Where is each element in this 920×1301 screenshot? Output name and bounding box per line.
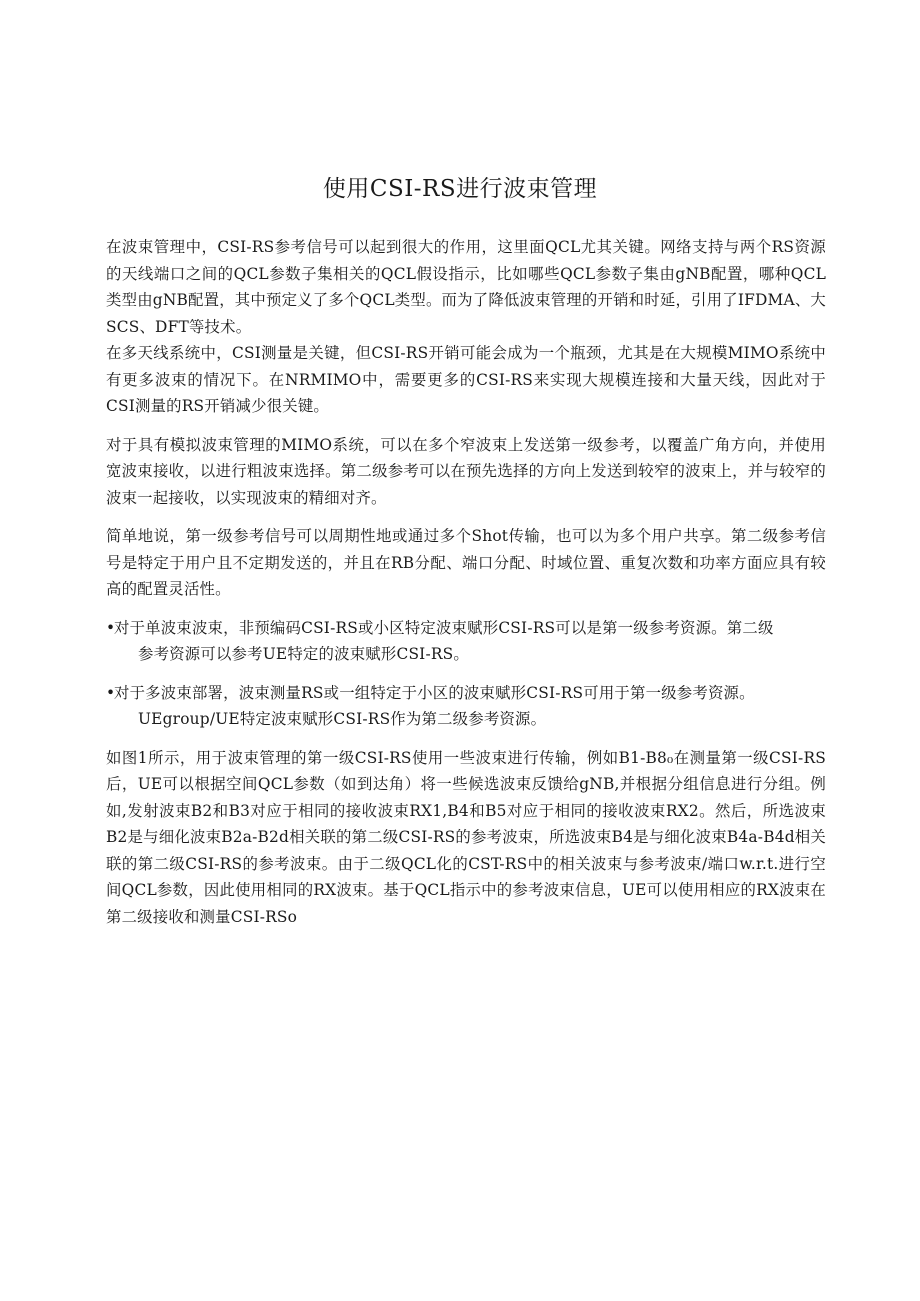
paragraph-qcl-intro: 在波束管理中，CSI-RS参考信号可以起到很大的作用，这里面QCL尤其关键。网络支持与两个RS资源的天线端口之间的QCL参数子集相关的QCL假设指示，比如哪些QCL参数子集由gNB配置，哪种QCL类型由gNB配置，其中预定义了多个QCL类型。而为了降低波束管理的开销和时延，引用了IFDMA、大SCS、DFT等技术。	[106, 238, 826, 336]
document-body	[106, 234, 826, 930]
paragraph-figure-description: 如图1所示，用于波束管理的第一级CSI-RS使用一些波束进行传输，例如B1-B8₀在测量第一级CSI-RS后，UE可以根据空间QCL参数（如到达角）将一些候选波束反馈给gNB,并根据分组信息进行分组。例如,发射波束B2和B3对应于相同的接收波束RX1,B4和B5对应于相同的接收波束RX2。然后，所选波束B2是与细化波束B2a-B2d相关联的第二级CSI-RS的参考波束，所选波束B4是与细化波束B4a-B4d相关联的第二级CSI-RS的参考波束。由于二级QCL化的CST-RS中的相关波束与参考波束/端口w.r.t.进行空间QCL参数，因此使用相同的RX波束。基于QCL指示中的参考波束信息，UE可以使用相应的RX波束在第二级接收和测量CSI-RSo	[106, 748, 826, 926]
paragraph-reference-levels: 简单地说，第一级参考信号可以周期性地或通过多个Shot传输，也可以为多个用户共享。第二级参考信号是特定于用户且不定期发送的，并且在RB分配、端口分配、时域位置、重复次数和功率方面应具有较高的配置灵活性。	[106, 527, 826, 598]
bullet-line: 对于单波束波束，非预编码CSI-RS或小区特定波束赋形CSI-RS可以是第一级参考资源。第二级	[114, 618, 774, 637]
bullet-item-single-beam	[106, 615, 826, 668]
bullet-line-continued: 参考资源可以参考UE特定的波束赋形CSI-RS。	[138, 645, 469, 663]
paragraph-analog-beam: 对于具有模拟波束管理的MIMO系统，可以在多个窄波束上发送第一级参考，以覆盖广角方向，并使用宽波束接收，以进行粗波束选择。第二级参考可以在预先选择的方向上发送到较窄的波束上，并与较窄的波束一起接收，以实现波束的精细对齐。	[106, 435, 826, 507]
bullet-marker: •	[106, 618, 116, 637]
bullet-line: 对于多波束部署，波束测量RS或一组特定于小区的波束赋形CSI-RS可用于第一级参考资源。	[114, 683, 755, 702]
document-title: 使用CSI-RS进行波束管理	[322, 176, 598, 202]
paragraph-csi-overhead: 在多天线系统中，CSI测量是关键，但CSI-RS开销可能会成为一个瓶颈，尤其是在大规模MIMO系统中有更多波束的情况下。在NRMIMO中，需要更多的CSI-RS来实现大规模连接和大量天线，因此对于CSI测量的RS开销减少很关键。	[106, 344, 826, 415]
bullet-marker: •	[106, 683, 116, 702]
bullet-line-continued: UEgroup/UE特定波束赋形CSI-RS作为第二级参考资源。	[138, 710, 547, 728]
bullet-item-multi-beam	[106, 680, 826, 733]
